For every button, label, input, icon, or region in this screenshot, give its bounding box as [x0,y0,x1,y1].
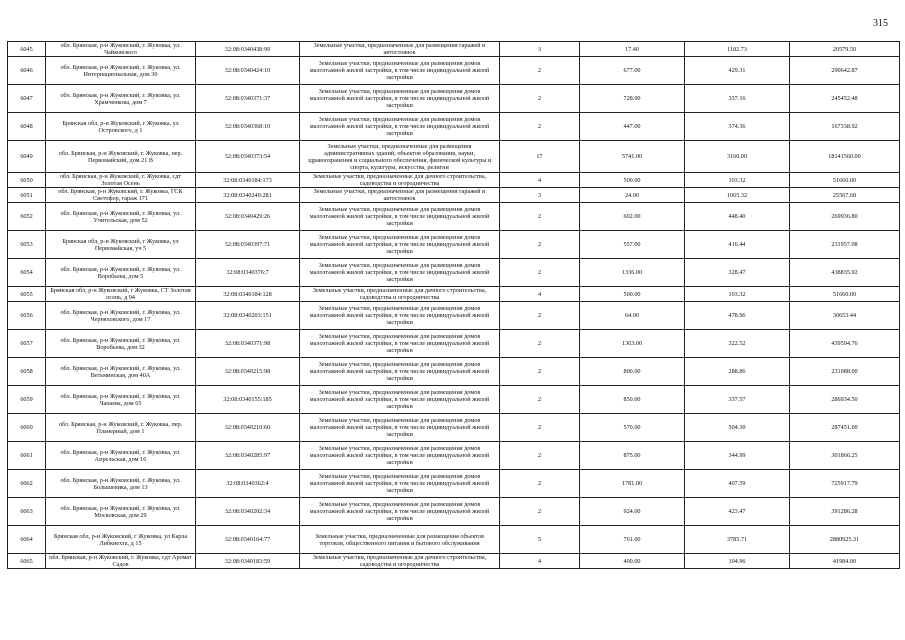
row-unit-value: 3785.71 [685,526,790,554]
row-number: 6059 [8,386,46,414]
row-group: 4 [500,173,580,188]
row-number: 6064 [8,526,46,554]
row-group: 4 [500,554,580,569]
row-area: 24.00 [580,188,685,203]
row-address: обл. Брянская, р-н Жуковский, г. Жуковка, ул. Болышевика, дом 13 [46,470,196,498]
row-address: обл. Брянская, р-н Жуковский, г. Жуковка, ГСК Светофор, гараж 171 [46,188,196,203]
row-group: 2 [500,498,580,526]
row-permitted-use: Земельные участки, предназначенные для размещения домов малоэтажной жилой застройки, в том числе индивидуальной жилой застройки [300,414,500,442]
table-row [8,231,900,259]
row-address: обл. Брянская, р-н Жуковский, г. Жуковка, ул. Воробьева, дом 32 [46,330,196,358]
row-cadastral-value: 41984.00 [790,554,900,569]
row-number: 6057 [8,330,46,358]
row-cadastral-number: 32:08:0340373:54 [196,141,300,173]
row-permitted-use: Земельные участки, предназначенные для размещения домов малоэтажной жилой застройки, в том числе индивидуальной жилой застройки [300,470,500,498]
row-cadastral-value: 167338.92 [790,113,900,141]
row-unit-value: 429.31 [685,57,790,85]
land-register-table [7,41,900,569]
row-cadastral-value: 2880925.31 [790,526,900,554]
row-area: 1781.00 [580,470,685,498]
row-number: 6047 [8,85,46,113]
row-address: обл. Брянская, р-н Жуковский, г. Жуковка, ул. Московская, дом 29 [46,498,196,526]
row-permitted-use: Земельные участки, предназначенные для размещения объектов торговли, общественного питания и бытового обслуживания [300,526,500,554]
row-area: 64.00 [580,302,685,330]
row-permitted-use: Земельные участки, предназначенные для размещения домов малоэтажной жилой застройки, в том числе индивидуальной жилой застройки [300,203,500,231]
row-address: обл. Брянская, р-н Жуковский, г. Жуковка, сдт Аромат Садов [46,554,196,569]
row-permitted-use: Земельные участки, предназначенные для дачного строительства, садоводства и огородничества [300,173,500,188]
row-area: 500.00 [580,173,685,188]
row-unit-value: 1065.32 [685,188,790,203]
table-row [8,358,900,386]
row-cadastral-value: 438835.92 [790,259,900,287]
row-permitted-use: Земельные участки, предназначенные для размещения домов малоэтажной жилой застройки, в том числе индивидуальной жилой застройки [300,302,500,330]
table-row [8,141,900,173]
row-cadastral-value: 391286.28 [790,498,900,526]
row-area: 800.00 [580,358,685,386]
row-permitted-use: Земельные участки, предназначенные для размещения гаражей и автостоянок [300,42,500,57]
row-number: 6049 [8,141,46,173]
row-unit-value: 416.44 [685,231,790,259]
row-unit-value: 504.30 [685,414,790,442]
row-address: Брянская обл, р-н Жуковский, г Жуковка, ул Карла Либкнехта, д 15 [46,526,196,554]
row-number: 6060 [8,414,46,442]
row-group: 4 [500,287,580,302]
row-cadastral-value: 231957.08 [790,231,900,259]
page-number: 315 [873,18,888,29]
row-cadastral-number: 32:08:0340371:37 [196,85,300,113]
row-unit-value: 448.40 [685,203,790,231]
row-area: 557.00 [580,231,685,259]
row-area: 400.00 [580,554,685,569]
row-cadastral-value: 301866.25 [790,442,900,470]
row-cadastral-value: 51660.00 [790,173,900,188]
row-address: обл. Брянская, р-н Жуковский, г. Жуковка, ул. Чайковского [46,42,196,57]
row-cadastral-value: 245452.48 [790,85,900,113]
row-permitted-use: Земельные участки, предназначенные для размещения домов малоэтажной жилой застройки, в том числе индивидуальной жилой застройки [300,386,500,414]
row-area: 17.40 [580,42,685,57]
row-cadastral-value: 231088.00 [790,358,900,386]
row-permitted-use: Земельные участки, предназначенные для размещения домов малоэтажной жилой застройки, в том числе индивидуальной жилой застройки [300,358,500,386]
row-group: 3 [500,42,580,57]
row-group: 2 [500,231,580,259]
row-group: 2 [500,85,580,113]
row-number: 6063 [8,498,46,526]
row-number: 6065 [8,554,46,569]
row-area: 500.00 [580,287,685,302]
row-group: 2 [500,113,580,141]
row-unit-value: 374.36 [685,113,790,141]
row-unit-value: 104.96 [685,554,790,569]
row-unit-value: 3160.00 [685,141,790,173]
row-address: обл. Брянская, р-н Жуковский, г. Жуковка, ул. Апрельская, дом 16 [46,442,196,470]
table-row [8,113,900,141]
table-row [8,287,900,302]
row-permitted-use: Земельные участки, предназначенные для размещения домов малоэтажной жилой застройки, в том числе индивидуальной жилой застройки [300,57,500,85]
row-cadastral-value: 286934.50 [790,386,900,414]
row-area: 761.00 [580,526,685,554]
row-cadastral-number: 32:08:0340202:34 [196,498,300,526]
row-cadastral-value: 439594.76 [790,330,900,358]
row-number: 6046 [8,57,46,85]
row-permitted-use: Земельные участки, предназначенные для размещения гаражей и автостоянок [300,188,500,203]
row-permitted-use: Земельные участки, предназначенные для размещения домов малоэтажной жилой застройки, в том числе индивидуальной жилой застройки [300,330,500,358]
row-number: 6053 [8,231,46,259]
table-row [8,173,900,188]
row-area: 728.00 [580,85,685,113]
row-area: 850.00 [580,386,685,414]
row-number: 6056 [8,302,46,330]
row-number: 6055 [8,287,46,302]
row-area: 447.00 [580,113,685,141]
row-group: 2 [500,57,580,85]
row-permitted-use: Земельные участки, предназначенные для размещения домов малоэтажной жилой застройки, в том числе индивидуальной жилой застройки [300,498,500,526]
table-row [8,302,900,330]
table-row [8,526,900,554]
row-permitted-use: Земельные участки, предназначенные для размещения домов малоэтажной жилой застройки, в том числе индивидуальной жилой застройки [300,85,500,113]
row-cadastral-value: 290642.87 [790,57,900,85]
table-row [8,386,900,414]
row-cadastral-number: 32:08:0340184:173 [196,173,300,188]
row-number: 6048 [8,113,46,141]
row-cadastral-number: 32:08:0340183:59 [196,554,300,569]
row-area: 570.00 [580,414,685,442]
table-row [8,498,900,526]
row-address: обл. Брянская, р-н Жуковский, г. Жуковка, ул. Чапаева, дом 65 [46,386,196,414]
row-unit-value: 407.59 [685,470,790,498]
row-group: 17 [500,141,580,173]
row-area: 924.00 [580,498,685,526]
row-address: Брянская обл, р-н Жуковский, г Жуковка, СТ Золотая осень, д 94 [46,287,196,302]
row-address: Брянская обл, р-н Жуковский, г Жуковка, ул Первомайская, уч 5 [46,231,196,259]
row-number: 6050 [8,173,46,188]
row-unit-value: 478.96 [685,302,790,330]
row-group: 2 [500,414,580,442]
row-cadastral-number: 32:08:0340397:71 [196,231,300,259]
row-permitted-use: Земельные участки, предназначенные для дачного строительства, садоводства и огородничества [300,287,500,302]
row-cadastral-value: 25567.68 [790,188,900,203]
row-number: 6045 [8,42,46,57]
row-number: 6062 [8,470,46,498]
row-area: 1363.00 [580,330,685,358]
row-address: обл. Брянская, р-н Жуковский, г. Жуковка, ул. Ветьминская, дом 40А [46,358,196,386]
row-address: обл. Брянская, р-н Жуковский, г. Жуковка, ул. Учительская, дом 52 [46,203,196,231]
row-cadastral-number: 32:08:0340184:128 [196,287,300,302]
row-address: обл. Брянская, р-н Жуковский, г. Жуковка, ул. Воробьева, дом 5 [46,259,196,287]
table-row [8,203,900,231]
row-address: обл. Брянская, р-н Жуковский, г. Жуковка, ул. Храмченкова, дом 7 [46,85,196,113]
row-cadastral-value: 269936.80 [790,203,900,231]
row-number: 6051 [8,188,46,203]
table-row [8,470,900,498]
row-cadastral-number: 32:08:0340164:77 [196,526,300,554]
row-permitted-use: Земельные участки, предназначенные для размещения домов малоэтажной жилой застройки, в том числе индивидуальной жилой застройки [300,113,500,141]
row-group: 2 [500,330,580,358]
row-group: 2 [500,203,580,231]
row-area: 677.00 [580,57,685,85]
row-number: 6054 [8,259,46,287]
row-area: 875.00 [580,442,685,470]
row-cadastral-value: 287451.00 [790,414,900,442]
row-unit-value: 103.32 [685,173,790,188]
row-group: 3 [500,188,580,203]
table-row [8,42,900,57]
row-cadastral-value: 30653.44 [790,302,900,330]
row-cadastral-value: 51660.00 [790,287,900,302]
row-cadastral-number: 32:08:0340362:4 [196,470,300,498]
row-cadastral-number: 32:08:0340215:98 [196,358,300,386]
row-unit-value: 103.32 [685,287,790,302]
row-unit-value: 1182.73 [685,42,790,57]
row-unit-value: 288.86 [685,358,790,386]
row-permitted-use: Земельные участки, предназначенные для размещения административных зданий, объектов образования, науки, здравоохранения и социального обеспечения, физической культуры и спорта, культуры, искусства, религии [300,141,500,173]
row-number: 6061 [8,442,46,470]
row-permitted-use: Земельные участки, предназначенные для размещения домов малоэтажной жилой застройки, в том числе индивидуальной жилой застройки [300,442,500,470]
table-row [8,85,900,113]
row-unit-value: 328.47 [685,259,790,287]
row-cadastral-number: 32:08:0340376:7 [196,259,300,287]
row-unit-value: 337.57 [685,386,790,414]
row-group: 2 [500,302,580,330]
row-area: 602.00 [580,203,685,231]
row-number: 6052 [8,203,46,231]
row-permitted-use: Земельные участки, предназначенные для размещения домов малоэтажной жилой застройки, в том числе индивидуальной жилой застройки [300,231,500,259]
row-cadastral-number: 32:08:0340240:281 [196,188,300,203]
row-area: 5741.00 [580,141,685,173]
row-address: обл. Брянская, р-н Жуковский, г. Жуковка, сдт Золотая Осень [46,173,196,188]
row-cadastral-value: 18141560.00 [790,141,900,173]
row-group: 2 [500,259,580,287]
row-cadastral-number: 32:08:0340155:185 [196,386,300,414]
row-cadastral-number: 32:08:0340438:99 [196,42,300,57]
row-permitted-use: Земельные участки, предназначенные для дачного строительства, садоводства и огородничества [300,554,500,569]
row-cadastral-number: 32:08:0340429:26 [196,203,300,231]
row-cadastral-value: 725917.79 [790,470,900,498]
row-address: обл. Брянская, р-н Жуковский, г. Жуковка, пер. Первомайский, дом 21 В [46,141,196,173]
table-body [8,42,900,569]
table-row [8,414,900,442]
row-group: 2 [500,470,580,498]
row-unit-value: 337.16 [685,85,790,113]
row-permitted-use: Земельные участки, предназначенные для размещения домов малоэтажной жилой застройки, в том числе индивидуальной жилой застройки [300,259,500,287]
table-row [8,442,900,470]
row-unit-value: 322.52 [685,330,790,358]
row-cadastral-number: 32:08:0340210:60 [196,414,300,442]
table-row [8,57,900,85]
table-row [8,188,900,203]
row-cadastral-number: 32:08:0340424:10 [196,57,300,85]
row-group: 2 [500,386,580,414]
row-cadastral-number: 32:08:0340203:151 [196,302,300,330]
table-row [8,330,900,358]
row-cadastral-number: 32:08:0340371:98 [196,330,300,358]
table-row [8,554,900,569]
row-unit-value: 344.99 [685,442,790,470]
row-unit-value: 423.47 [685,498,790,526]
row-address: обл. Брянская, р-н Жуковский, г. Жуковка, пер. Планерный, дом 1 [46,414,196,442]
table-row [8,259,900,287]
row-cadastral-number: 32:08:0340368:10 [196,113,300,141]
row-area: 1336.00 [580,259,685,287]
row-group: 2 [500,442,580,470]
row-address: обл. Брянская, р-н Жуковский, г. Жуковка, ул. Интернациональная, дом 30 [46,57,196,85]
row-number: 6058 [8,358,46,386]
row-address: Брянская обл, р-н Жуковский, г Жуковка, ул Островского, д 1 [46,113,196,141]
row-address: обл. Брянская, р-н Жуковский, г. Жуковка, ул. Черняховского, дом 17 [46,302,196,330]
row-cadastral-value: 20579.50 [790,42,900,57]
row-cadastral-number: 32:08:0340285:97 [196,442,300,470]
row-group: 2 [500,358,580,386]
row-group: 5 [500,526,580,554]
